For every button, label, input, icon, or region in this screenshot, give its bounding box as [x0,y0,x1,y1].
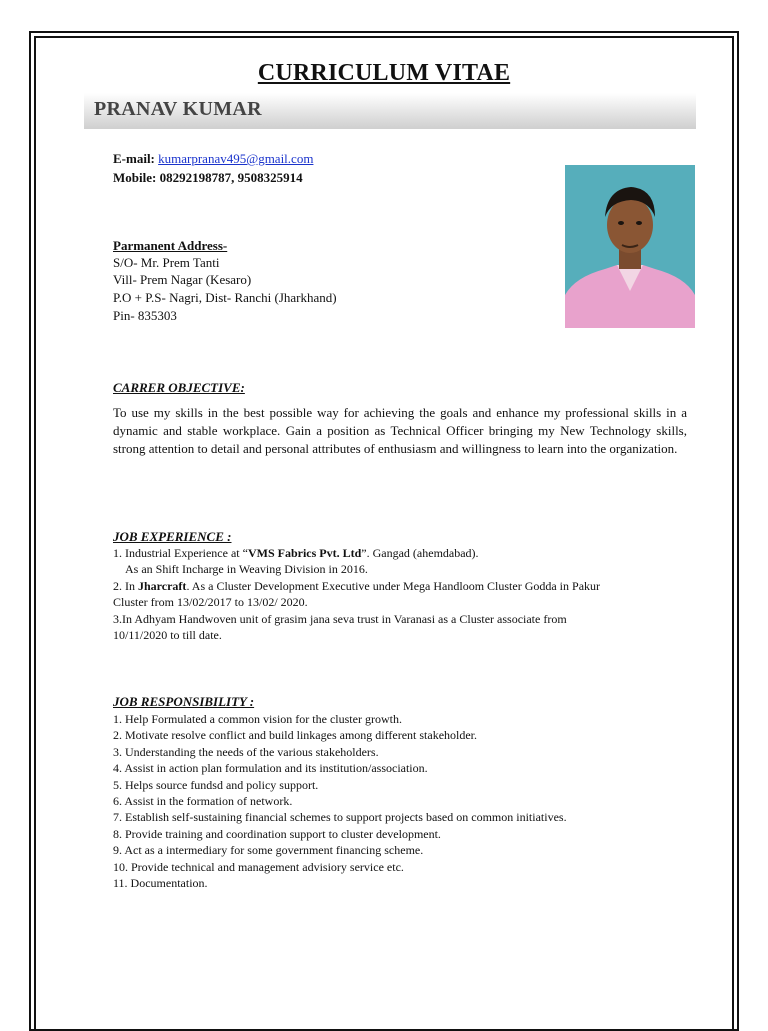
mobile-label: Mobile: [113,170,157,185]
list-item: 2. Motivate resolve conflict and build linkages among different stakeholder. [113,728,478,743]
list-item: 6. Assist in the formation of network. [113,794,293,809]
email-label: E-mail: [113,151,155,166]
address-line: Pin- 835303 [113,308,177,323]
list-item: 11. Documentation. [113,876,208,891]
list-item: 5. Helps source fundsd and policy support. [113,777,319,792]
list-item: 3. Understanding the needs of the various stakeholders. [113,744,379,759]
email-row [113,151,313,167]
company-name: Jharcraft [138,578,187,593]
candidate-name: PRANAV KUMAR [94,98,262,120]
address-heading: Parmanent Address- [113,238,228,253]
person-portrait-icon [565,165,695,328]
objective-text: To use my skills in the best possible way for achieving the goals and enhance my professional skills in a dynamic and stable workplace. Gain a position as Technical Officer bringing my New Technology skills, strong attention to detail and personal attributes of enthusiasm and willingness to learn into the organization. [113,405,687,456]
address-line: P.O + P.S- Nagri, Dist- Ranchi (Jharkhand) [113,290,337,305]
document-title: CURRICULUM VITAE [257,60,511,86]
profile-photo [565,165,695,328]
list-item: 9. Act as a intermediary for some government financing scheme. [113,843,424,858]
responsibility-list [113,711,713,891]
experience-item-continuation: As an Shift Incharge in Weaving Division in 2016. [125,562,368,577]
mobile-numbers: 08292198787, 9508325914 [159,170,303,185]
objective-heading: CARRER OBJECTIVE: [113,380,245,395]
experience-item: 1. Industrial Experience at “VMS Fabrics Pvt. Ltd”. Gangad (ahemdabad). [113,546,479,560]
experience-heading: JOB EXPERIENCE : [113,529,232,544]
address-line: S/O- Mr. Prem Tanti [113,255,220,270]
experience-item: 3.In Adhyam Handwoven unit of grasim jana seva trust in Varanasi as a Cluster associate from [113,611,567,626]
responsibility-heading: JOB RESPONSIBILITY : [113,694,255,709]
experience-item-continuation: 10/11/2020 to till date. [113,628,222,643]
experience-item: 2. In Jharcraft. As a Cluster Development Executive under Mega Handloom Cluster Godda in Pakur [113,578,601,593]
experience-list [113,545,713,643]
list-item: 1. Help Formulated a common vision for the cluster growth. [113,712,402,726]
list-item: 8. Provide training and coordination support to cluster development. [113,826,441,841]
email-link[interactable]: kumarpranav495@gmail.com [158,151,314,166]
address-line: Vill- Prem Nagar (Kesaro) [113,272,252,287]
company-name: VMS Fabrics Pvt. Ltd [247,546,362,560]
list-item: 4. Assist in action plan formulation and its institution/association. [113,761,428,776]
list-item: 10. Provide technical and management advisiory service etc. [113,859,404,874]
list-item: 7. Establish self-sustaining financial schemes to support projects based on common initiatives. [113,810,567,825]
experience-item-continuation: Cluster from 13/02/2017 to 13/02/ 2020. [113,595,308,610]
mobile-row [113,170,303,186]
